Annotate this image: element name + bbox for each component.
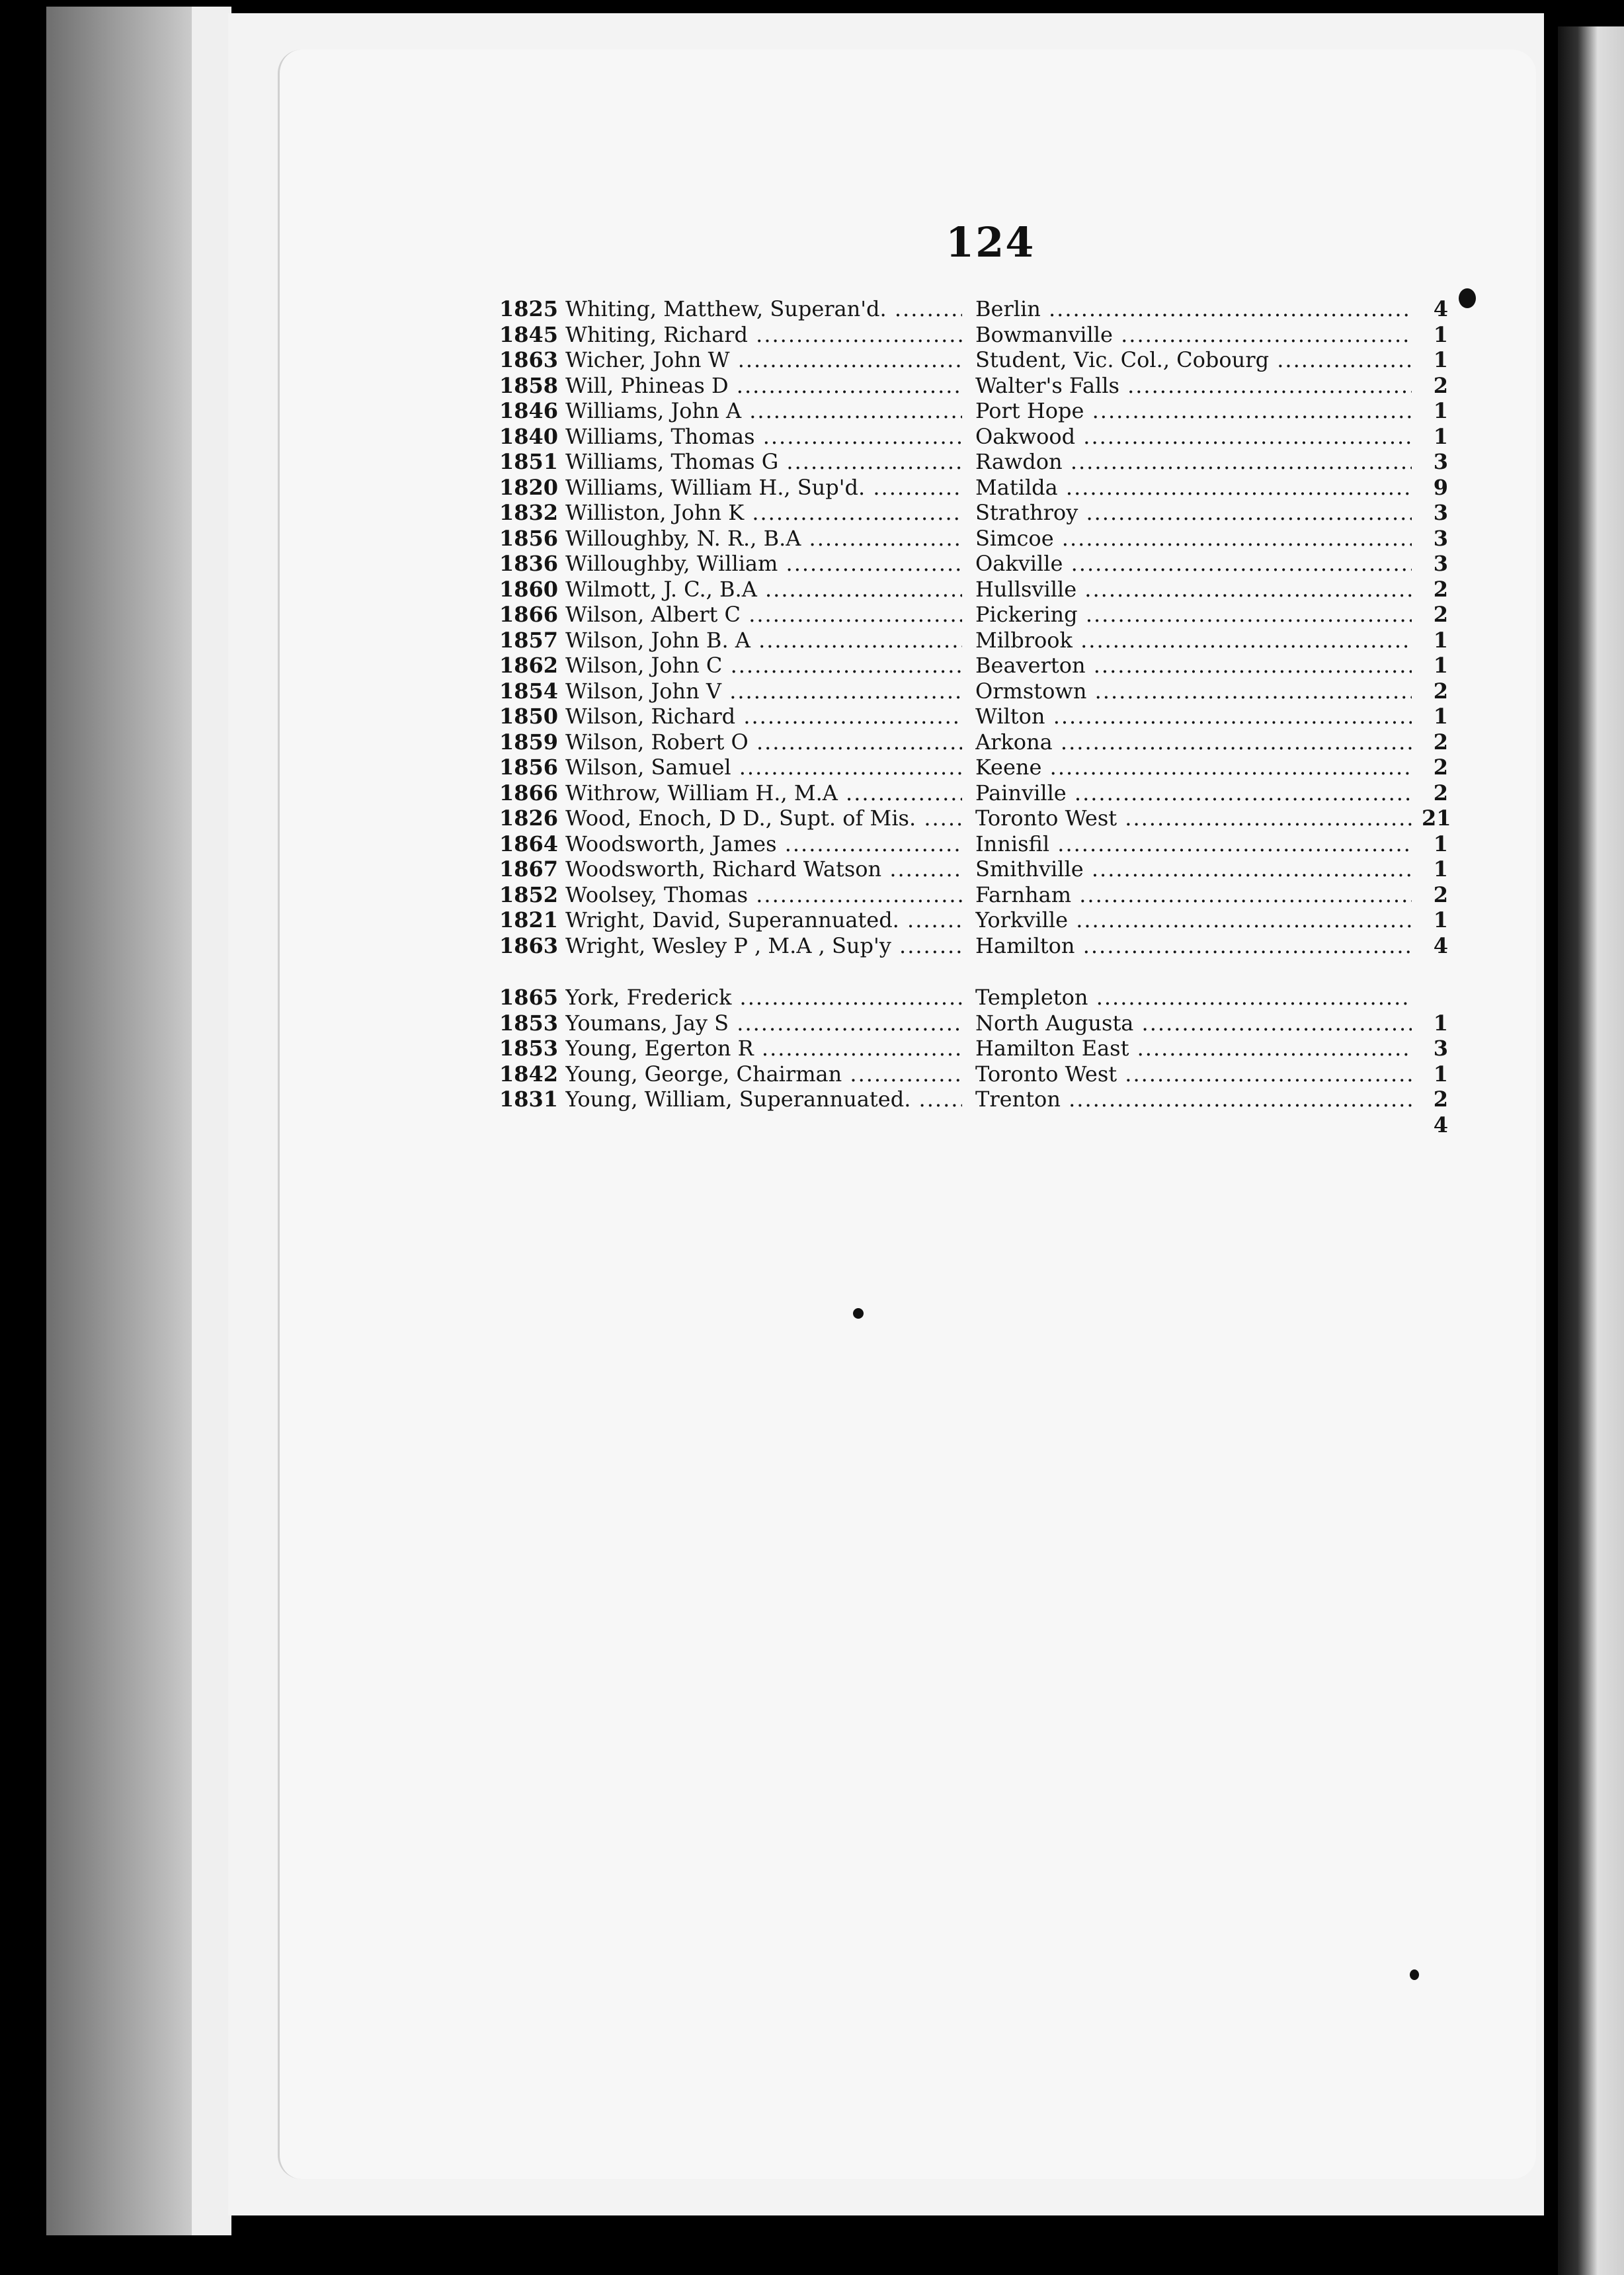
entry-count: 3	[1433, 551, 1448, 576]
entry-count: 2	[1433, 678, 1448, 704]
entry-place: Farnham .....	[975, 882, 1412, 908]
entry-count: 2	[1433, 780, 1448, 806]
entry-count: 1	[1433, 1061, 1448, 1087]
entry-count: 2	[1433, 755, 1448, 780]
entry-place: Templeton .....	[975, 985, 1412, 1011]
list-item	[499, 321, 1448, 348]
list-item	[499, 500, 1448, 526]
entry-name: Youmans, Jay S .....	[565, 1011, 962, 1036]
list-item	[499, 704, 1448, 729]
entry-place: Arkona .....	[975, 729, 1412, 755]
entry-year: 1836	[499, 551, 559, 576]
entry-year: 1820	[499, 474, 559, 500]
entry-place: Smithville .....	[975, 856, 1412, 882]
entry-name: Willoughby, William .....	[565, 551, 962, 577]
entry-place: Hullsville .....	[975, 577, 1412, 602]
entry-year: 1862	[499, 653, 559, 678]
entry-name: Williams, Thomas G .....	[565, 449, 962, 475]
list-item	[499, 907, 1448, 933]
list-item	[499, 882, 1448, 908]
entry-place: Simcoe .....	[975, 526, 1412, 552]
entry-count: 2	[1433, 882, 1448, 907]
entry-count: 3	[1433, 449, 1448, 474]
entries-w	[499, 296, 1451, 958]
entry-year: 1857	[499, 627, 559, 653]
list-item	[499, 1087, 1448, 1112]
entry-name: Williston, John K .....	[565, 500, 962, 526]
entry-place: Toronto West .....	[975, 1061, 1412, 1087]
list-item	[499, 780, 1448, 806]
entry-year: 1840	[499, 423, 559, 449]
entry-year: 1863	[499, 932, 559, 958]
entry-count: 1	[1433, 907, 1448, 932]
entry-count: 2	[1433, 729, 1448, 755]
list-item	[499, 653, 1448, 679]
entry-year: 1850	[499, 704, 559, 729]
entry-year: 1851	[499, 449, 559, 474]
entry-year: 1842	[499, 1061, 559, 1087]
entry-name: Woolsey, Thomas .....	[565, 882, 962, 908]
entry-year: 1845	[499, 321, 559, 347]
entry-name: Wilson, Richard .....	[565, 704, 962, 729]
entry-count: 2	[1433, 1087, 1448, 1112]
ink-spot	[1410, 1969, 1419, 1980]
entry-name: Wood, Enoch, D D., Supt. of Mis. .....	[565, 806, 962, 831]
entry-name: Withrow, William H., M.A .....	[565, 780, 962, 806]
entry-count: 1	[1433, 321, 1448, 347]
entry-count: 1	[1433, 856, 1448, 882]
entry-place: Keene .....	[975, 755, 1412, 780]
list-item	[499, 296, 1448, 322]
list-item	[499, 856, 1448, 882]
entry-place: North Augusta .....	[975, 1011, 1412, 1036]
entry-count: 1	[1433, 831, 1448, 856]
list-item	[499, 525, 1448, 552]
entry-place: Wilton .....	[975, 704, 1412, 729]
entry-count: 1	[1433, 398, 1448, 423]
list-item	[499, 423, 1448, 450]
list-item	[499, 678, 1448, 704]
entry-place: Strathroy .....	[975, 500, 1412, 526]
list-item	[499, 627, 1448, 653]
ink-spot	[853, 1308, 864, 1319]
entry-year: 1859	[499, 729, 559, 755]
list-item	[499, 372, 1448, 399]
entry-name: Wicher, John W .....	[565, 347, 962, 373]
entry-year: 1865	[499, 985, 559, 1010]
entry-place: Student, Vic. Col., Cobourg .....	[975, 347, 1412, 373]
entry-count: 1	[1433, 653, 1448, 678]
next-page-edge	[1558, 26, 1624, 2275]
entry-year: 1860	[499, 576, 559, 602]
entry-year: 1863	[499, 347, 559, 372]
entry-place: Port Hope .....	[975, 398, 1412, 424]
entry-place: Toronto West .....	[975, 806, 1412, 831]
entry-name: Will, Phineas D .....	[565, 373, 962, 399]
entry-name: Wilson, John B. A .....	[565, 628, 962, 653]
entry-place: Oakwood .....	[975, 424, 1412, 450]
entry-name: Williams, Thomas .....	[565, 424, 962, 450]
list-item	[499, 474, 1448, 501]
entry-name: Wilson, John V .....	[565, 679, 962, 704]
entry-count: 1	[1433, 627, 1448, 653]
entry-name: Wright, Wesley P , M.A , Sup'y .....	[565, 933, 962, 959]
list-item	[499, 576, 1448, 602]
list-item	[499, 729, 1448, 755]
section-gap	[499, 958, 1445, 985]
list-item	[499, 755, 1448, 780]
list-item	[499, 831, 1448, 857]
entry-year: 1856	[499, 525, 559, 551]
entry-year: 1846	[499, 398, 559, 423]
entry-name: Williams, William H., Sup'd. .....	[565, 475, 962, 501]
entry-count: 3	[1433, 1036, 1448, 1061]
entry-place: Yorkville .....	[975, 907, 1412, 933]
entry-year: 1867	[499, 856, 559, 882]
entry-count: 1	[1433, 423, 1448, 449]
entry-year: 1866	[499, 602, 559, 627]
entry-place: Trenton .....	[975, 1087, 1412, 1112]
entry-place: Matilda .....	[975, 475, 1412, 501]
entry-count: 2	[1433, 602, 1448, 627]
entry-name: Wilson, Albert C .....	[565, 602, 962, 628]
list-item	[499, 1010, 1448, 1036]
entry-place: Rawdon .....	[975, 449, 1412, 475]
entry-year: 1832	[499, 500, 559, 525]
entry-place: Berlin .....	[975, 296, 1412, 322]
entry-name: Young, George, Chairman .....	[565, 1061, 962, 1087]
entry-name: York, Frederick .....	[565, 985, 962, 1011]
gutter-edge	[192, 7, 231, 2235]
list-item	[499, 1061, 1448, 1087]
page-number: 124	[946, 218, 1035, 267]
ink-spot	[1459, 288, 1476, 308]
list-item	[499, 347, 1448, 373]
entry-count: 4	[1433, 1112, 1448, 1138]
entry-name: Wilson, John C .....	[565, 653, 962, 679]
entry-count: 4	[1433, 932, 1448, 958]
entry-count: 1	[1433, 347, 1448, 372]
entry-place: Pickering .....	[975, 602, 1412, 628]
entry-year: 1856	[499, 755, 559, 780]
entry-count: 1	[1433, 1010, 1448, 1036]
entry-place: Ormstown .....	[975, 679, 1412, 704]
entry-count: 2	[1433, 576, 1448, 602]
entry-name: Wright, David, Superannuated. .....	[565, 907, 962, 933]
entry-name: Willoughby, N. R., B.A .....	[565, 526, 962, 552]
entry-name: Woodsworth, James .....	[565, 831, 962, 857]
entry-count: 1	[1433, 704, 1448, 729]
entry-place: Painville .....	[975, 780, 1412, 806]
list-item	[499, 398, 1448, 424]
entry-name: Young, Egerton R .....	[565, 1036, 962, 1061]
list-item	[499, 985, 1445, 1011]
entry-name: Wilmott, J. C., B.A .....	[565, 577, 962, 602]
list-item	[499, 449, 1448, 475]
entry-year: 1852	[499, 882, 559, 907]
entry-place: Hamilton .....	[975, 933, 1412, 959]
entry-place: Innisfil .....	[975, 831, 1412, 857]
entry-year: 1858	[499, 372, 559, 398]
list-item	[499, 932, 1448, 959]
list-item	[499, 602, 1448, 628]
entry-place: Beaverton .....	[975, 653, 1412, 679]
entry-year: 1853	[499, 1010, 559, 1036]
entries-y	[499, 985, 1448, 1138]
list-item	[499, 551, 1448, 577]
entry-place: Oakville .....	[975, 551, 1412, 577]
entry-place: Walter's Falls .....	[975, 373, 1412, 399]
entry-name: Young, William, Superannuated. .....	[565, 1087, 962, 1112]
entry-year: 1821	[499, 907, 559, 932]
entry-year: 1866	[499, 780, 559, 806]
entry-name: Wilson, Samuel .....	[565, 755, 962, 780]
entry-count: 21	[1422, 806, 1451, 831]
entry-name: Williams, John A .....	[565, 398, 962, 424]
list-item	[499, 806, 1451, 831]
entry-place: Milbrook .....	[975, 628, 1412, 653]
entry-year: 1864	[499, 831, 559, 856]
entry-count: 3	[1433, 525, 1448, 551]
entry-count: 4	[1433, 296, 1448, 321]
book-gutter	[46, 7, 212, 2235]
list-item	[499, 1112, 1448, 1138]
entry-name: Woodsworth, Richard Watson .....	[565, 856, 962, 882]
entry-name: Whiting, Richard .....	[565, 322, 962, 348]
entry-name: Wilson, Robert O .....	[565, 729, 962, 755]
entry-year: 1825	[499, 296, 559, 321]
entry-year: 1853	[499, 1036, 559, 1061]
entry-year: 1831	[499, 1087, 559, 1112]
entry-count: 3	[1433, 500, 1448, 525]
entry-count: 9	[1433, 474, 1448, 500]
entry-year: 1826	[499, 806, 559, 831]
list-item	[499, 1036, 1448, 1061]
entry-count: 2	[1433, 372, 1448, 398]
minister-list	[499, 296, 1451, 1138]
entry-name: Whiting, Matthew, Superan'd. .....	[565, 296, 962, 322]
entry-place: Bowmanville .....	[975, 322, 1412, 348]
entry-place: Hamilton East .....	[975, 1036, 1412, 1061]
entry-year: 1854	[499, 678, 559, 704]
